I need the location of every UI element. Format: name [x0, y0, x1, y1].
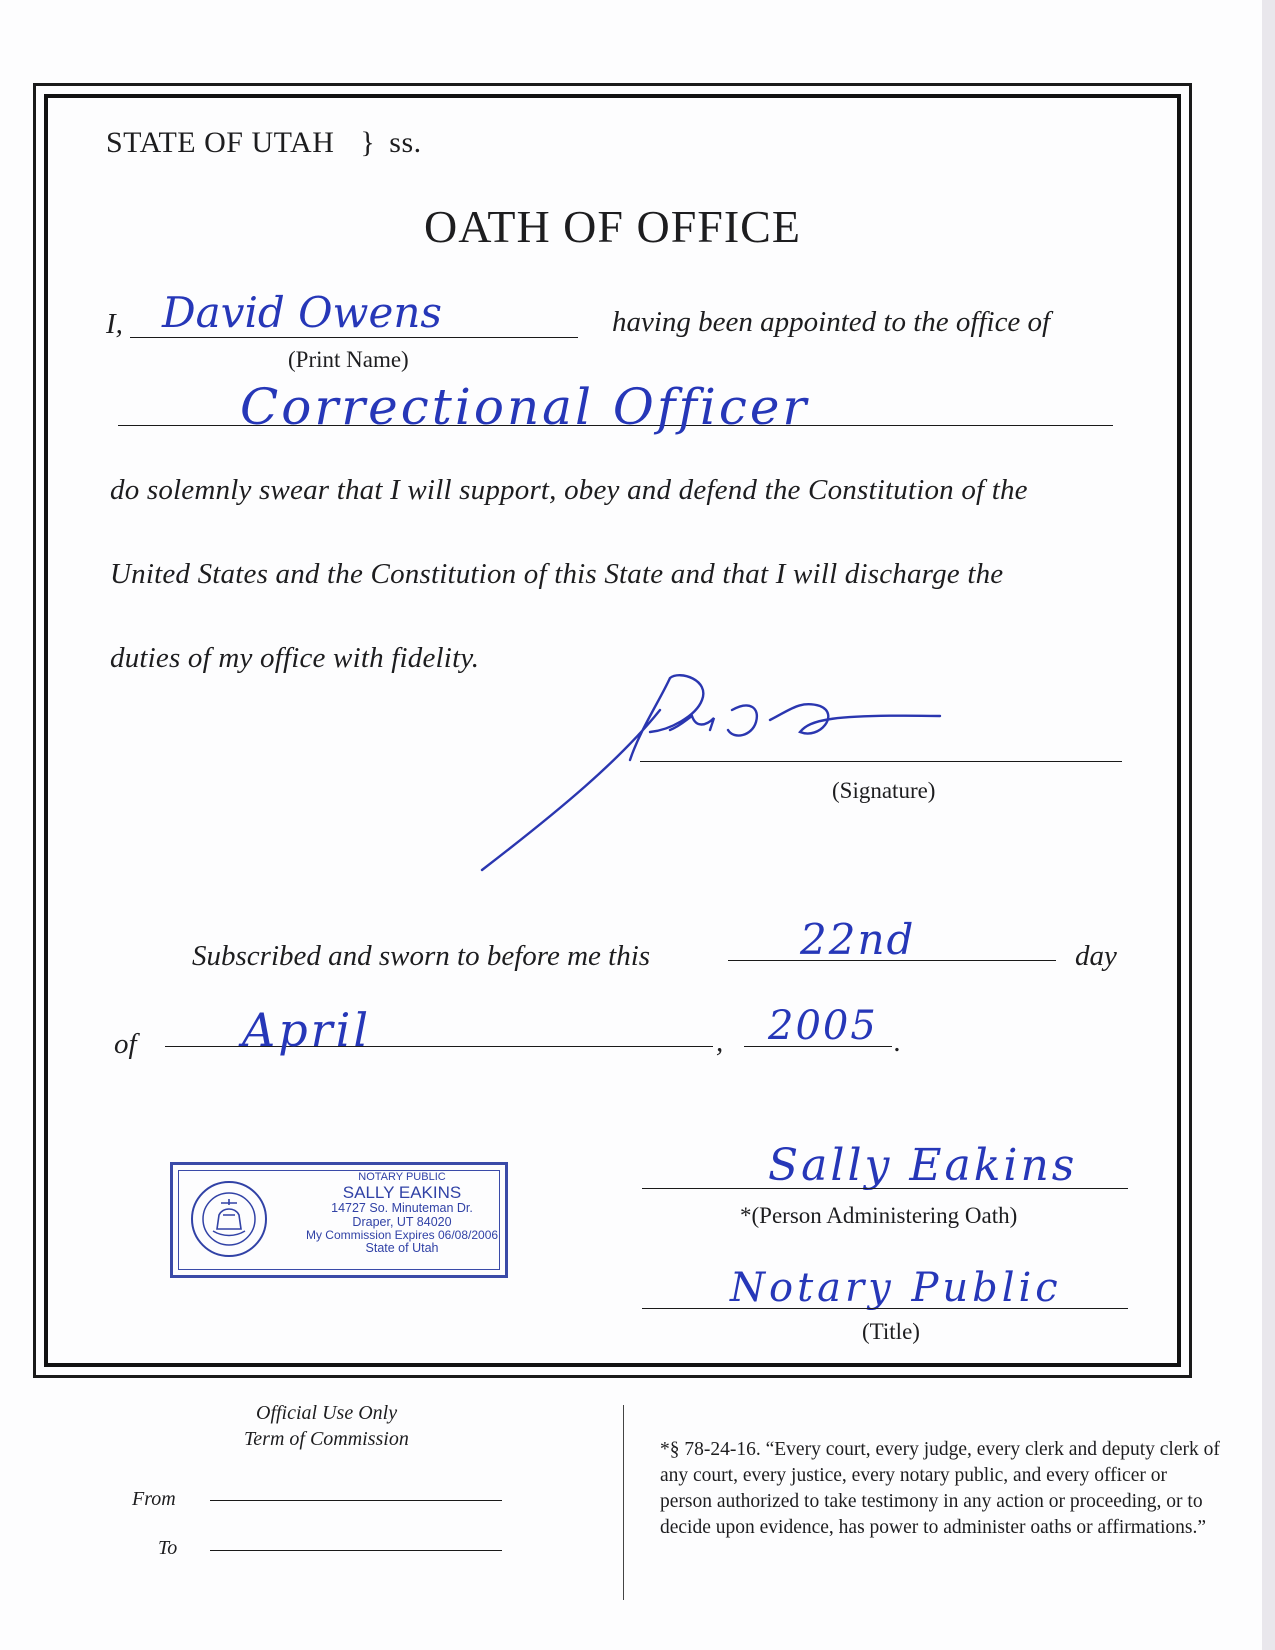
administrator-caption: *(Person Administering Oath): [740, 1203, 1018, 1228]
to-line: [210, 1550, 502, 1551]
print-name-value: David Owens: [162, 288, 442, 337]
stamp-address-2: Draper, UT 84020: [352, 1214, 452, 1229]
signature-caption: (Signature): [832, 778, 936, 803]
stamp-expires: My Commission Expires 06/08/2006: [305, 1228, 499, 1243]
appointed-text: having been appointed to the office of: [612, 306, 1051, 338]
day-word: day: [1075, 940, 1117, 972]
to-label: To: [158, 1537, 178, 1559]
administrator-signature: Sally Eakins: [768, 1140, 1078, 1191]
comma: ,: [716, 1026, 724, 1058]
administrator-line: [642, 1188, 1128, 1189]
state-heading: [106, 126, 422, 160]
footer-divider: [623, 1405, 624, 1600]
title-caption: (Title): [862, 1319, 920, 1344]
i-prefix: I,: [106, 308, 123, 340]
stamp-text: [297, 1172, 507, 1256]
title-line: [642, 1308, 1128, 1309]
term-of-commission-label: Term of Commission: [244, 1428, 409, 1450]
stamp-heading: NOTARY PUBLIC: [358, 1171, 446, 1183]
statute-footnote: *§ 78-24-16. “Every court, every judge, every clerk and deputy clerk of any court, every justice, every notary public, and every officer or person authorized to take testimony in any action or proceeding, or to decide upon evidence, has power to administer oaths or affirmations.”: [660, 1439, 1220, 1538]
signature-line: [640, 761, 1122, 762]
oath-body-line-2: United States and the Constitution of this State and that I will discharge the: [110, 558, 1004, 590]
from-label: From: [132, 1488, 176, 1510]
from-line: [210, 1500, 502, 1501]
of-word: of: [114, 1028, 137, 1060]
scan-edge: [1262, 0, 1275, 1650]
oath-body-line-1: do solemnly swear that I will support, obey and defend the Constitution of the: [110, 474, 1028, 506]
stamp-name: SALLY EAKINS: [342, 1182, 462, 1202]
month-value: April: [242, 1003, 372, 1057]
document-title: OATH OF OFFICE: [424, 201, 801, 252]
notary-stamp: [170, 1162, 508, 1278]
state-name: STATE OF UTAH: [106, 126, 335, 159]
name-line: [130, 337, 578, 338]
day-value: 22nd: [800, 915, 916, 964]
office-value: Correctional Officer: [240, 378, 810, 436]
print-name-caption: (Print Name): [288, 347, 409, 372]
stamp-address-1: 14727 So. Minuteman Dr.: [331, 1201, 473, 1216]
period: .: [894, 1026, 902, 1058]
subscribed-text: Subscribed and sworn to before me this: [192, 940, 651, 972]
applicant-signature: [470, 670, 1030, 880]
official-use-label: Official Use Only: [256, 1402, 398, 1424]
ss-label: ss.: [389, 126, 422, 159]
oath-body-line-3: duties of my office with fidelity.: [110, 642, 480, 674]
year-value: 2005: [768, 1003, 878, 1049]
state-seal-icon: [189, 1179, 269, 1259]
brace: }: [360, 126, 376, 159]
administrator-title-value: Notary Public: [730, 1265, 1062, 1311]
stamp-state: State of Utah: [365, 1241, 439, 1256]
